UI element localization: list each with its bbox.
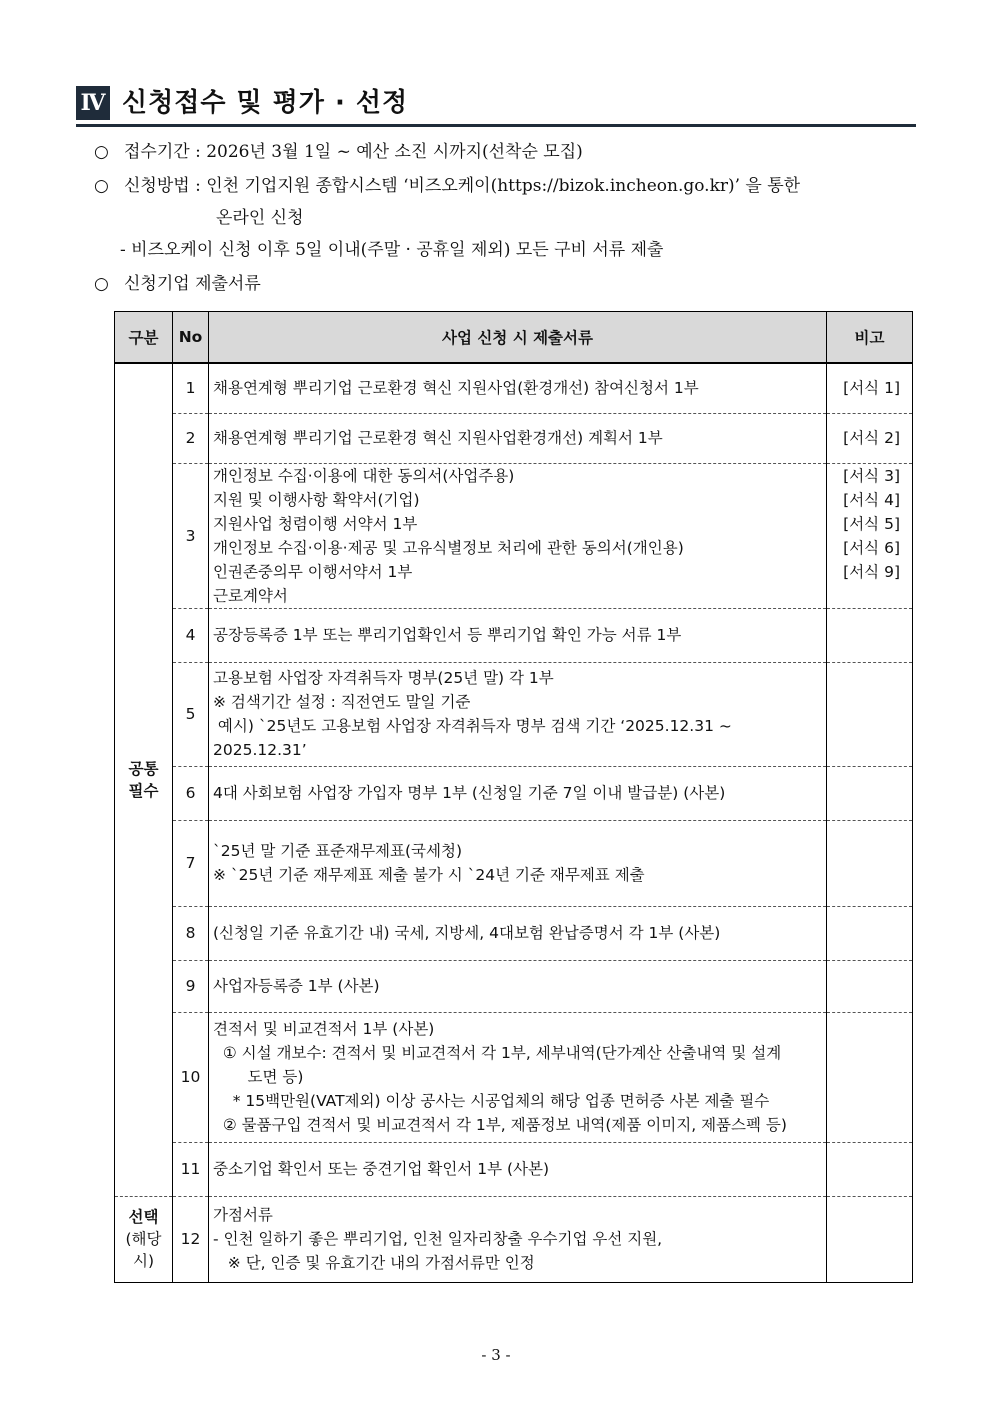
section-header — [76, 86, 916, 127]
document-line: 고용보험 사업장 자격취득자 명부(25년 말) 각 1부 — [213, 669, 554, 687]
documents-table — [114, 311, 913, 1283]
table-row — [115, 766, 913, 820]
document-cell — [209, 463, 827, 608]
item-submit-deadline — [120, 238, 663, 262]
document-line: 도면 등) — [213, 1068, 304, 1086]
dash-bullet: - — [120, 240, 126, 260]
table-row — [115, 662, 913, 766]
document-line: ① 시설 개보수: 견적서 및 비교견적서 각 1부, 세부내역(단가계산 산출내역 및 설계 — [213, 1044, 782, 1062]
division-common — [115, 363, 173, 1196]
item-text: 비즈오케이 신청 이후 5일 이내(주말 · 공휴일 제외) 모든 구비 서류 제출 — [131, 240, 664, 260]
note-cell — [827, 463, 913, 608]
document-line: ※ `25년 기준 재무제표 제출 불가 시 `24년 기준 재무제표 제출 — [213, 866, 645, 884]
bullet: ○ — [94, 142, 109, 162]
document-cell — [209, 662, 827, 766]
division-label: 시) — [132, 1252, 155, 1270]
document-line: 채용연계형 뿌리기업 근로환경 혁신 지원사업환경개선) 계획서 1부 — [213, 429, 663, 447]
note-cell — [827, 413, 913, 463]
table-row — [115, 1012, 913, 1142]
row-number: 12 — [173, 1196, 209, 1282]
note-cell — [827, 1012, 913, 1142]
document-line: 인권존중의무 이행서약서 1부 — [213, 562, 413, 581]
table-row — [115, 1142, 913, 1196]
form-reference: [서식 4] — [843, 490, 900, 509]
document-line: 견적서 및 비교견적서 1부 (사본) — [213, 1020, 435, 1038]
header-division: 구분 — [115, 312, 173, 364]
item-method — [94, 174, 800, 198]
form-reference: [서식 5] — [843, 514, 900, 533]
document-line: 중소기업 확인서 또는 중견기업 확인서 1부 (사본) — [213, 1160, 550, 1178]
row-number: 2 — [173, 413, 209, 463]
note-cell — [827, 662, 913, 766]
row-number: 4 — [173, 608, 209, 662]
document-cell — [209, 1142, 827, 1196]
table-row — [115, 820, 913, 906]
document-cell — [209, 906, 827, 960]
header-no: No — [173, 312, 209, 364]
document-cell — [209, 608, 827, 662]
document-cell — [209, 363, 827, 413]
document-cell — [209, 820, 827, 906]
table-row — [115, 906, 913, 960]
table-row — [115, 608, 913, 662]
document-line: 2025.12.31’ — [213, 741, 307, 759]
document-line: 채용연계형 뿌리기업 근로환경 혁신 지원사업(환경개선) 참여신청서 1부 — [213, 379, 699, 398]
document-cell — [209, 766, 827, 820]
row-number: 5 — [173, 662, 209, 766]
document-line: ※ 단, 인증 및 유효기간 내의 가점서류만 인정 — [213, 1254, 535, 1272]
document-cell — [209, 413, 827, 463]
division-select — [115, 1196, 173, 1282]
document-line: 개인정보 수집·이용에 대한 동의서(사업주용) — [213, 466, 515, 485]
note-cell — [827, 820, 913, 906]
note-cell — [827, 906, 913, 960]
division-label: 필수 — [128, 781, 159, 800]
document-line: * 15백만원(VAT제외) 이상 공사는 시공업체의 해당 업종 면허증 사본 제출 필수 — [213, 1092, 770, 1110]
header-documents: 사업 신청 시 제출서류 — [209, 312, 827, 364]
form-reference: [서식 1] — [843, 379, 900, 398]
row-number: 10 — [173, 1012, 209, 1142]
table-row — [115, 960, 913, 1012]
row-number: 3 — [173, 463, 209, 608]
document-line: (신청일 기준 유효기간 내) 국세, 지방세, 4대보험 완납증명서 각 1부 (사본) — [213, 924, 721, 942]
table-row — [115, 413, 913, 463]
row-number: 1 — [173, 363, 209, 413]
document-cell — [209, 1196, 827, 1282]
row-number: 6 — [173, 766, 209, 820]
note-cell — [827, 766, 913, 820]
division-label: (해당 — [125, 1230, 162, 1248]
document-line: 예시) `25년도 고용보험 사업장 자격취득자 명부 검색 기간 ‘2025.12.31 ~ — [213, 717, 732, 735]
header-note: 비고 — [827, 312, 913, 364]
note-cell — [827, 960, 913, 1012]
document-line: 사업자등록증 1부 (사본) — [213, 977, 380, 995]
row-number: 8 — [173, 906, 209, 960]
document-cell — [209, 960, 827, 1012]
form-reference: [서식 3] — [843, 466, 900, 485]
document-line: 지원사업 청렴이행 서약서 1부 — [213, 514, 418, 533]
document-line: 4대 사회보험 사업장 가입자 명부 1부 (신청일 기준 7일 이내 발급분) (사본) — [213, 784, 726, 802]
document-line: ② 물품구입 견적서 및 비교견적서 각 1부, 제품정보 내역(제품 이미지, 제품스펙 등) — [213, 1116, 787, 1134]
note-cell — [827, 608, 913, 662]
note-cell — [827, 1196, 913, 1282]
table-header-row — [115, 312, 913, 364]
form-reference: [서식 2] — [843, 429, 900, 447]
document-line: 공장등록증 1부 또는 뿌리기업확인서 등 뿌리기업 확인 가능 서류 1부 — [213, 626, 682, 644]
document-line: `25년 말 기준 표준재무제표(국세청) — [213, 842, 462, 860]
page-number: - 3 - — [481, 1346, 511, 1364]
row-number: 11 — [173, 1142, 209, 1196]
table-row — [115, 463, 913, 608]
division-label: 선택 — [128, 1208, 159, 1226]
row-number: 9 — [173, 960, 209, 1012]
document-line: ※ 검색기간 설정 : 직전연도 말일 기준 — [213, 693, 471, 711]
note-cell — [827, 363, 913, 413]
division-label: 공통 — [128, 759, 159, 778]
document-cell — [209, 1012, 827, 1142]
item-text: 접수기간 : 2026년 3월 1일 ~ 예산 소진 시까지(선착순 모집) — [124, 142, 583, 162]
bullet: ○ — [94, 274, 109, 294]
document-line: 개인정보 수집·이용·제공 및 고유식별정보 처리에 관한 동의서(개인용) — [213, 538, 684, 557]
document-line: - 인천 일하기 좋은 뿌리기업, 인천 일자리창출 우수기업 우선 지원, — [213, 1230, 663, 1248]
document-line: 근로계약서 — [213, 586, 288, 605]
document-line: 지원 및 이행사항 확약서(기업) — [213, 490, 420, 509]
item-text: 신청기업 제출서류 — [124, 274, 261, 294]
form-reference: [서식 9] — [843, 562, 900, 581]
form-reference: [서식 6] — [843, 538, 900, 557]
note-cell — [827, 1142, 913, 1196]
section-title: 신청접수 및 평가 · 선정 — [122, 88, 409, 118]
item-method-continuation: 온라인 신청 — [216, 208, 304, 228]
item-text: 신청방법 : 인천 기업지원 종합시스템 ‘비즈오케이(https://bizok.incheon.go.kr)’ 을 통한 — [124, 176, 801, 196]
bullet: ○ — [94, 176, 109, 196]
document-line: 가점서류 — [213, 1206, 273, 1224]
row-number: 7 — [173, 820, 209, 906]
section-number: Ⅳ — [76, 86, 110, 120]
table-row — [115, 363, 913, 413]
table-row — [115, 1196, 913, 1282]
item-documents — [94, 272, 261, 296]
item-period — [94, 140, 583, 164]
